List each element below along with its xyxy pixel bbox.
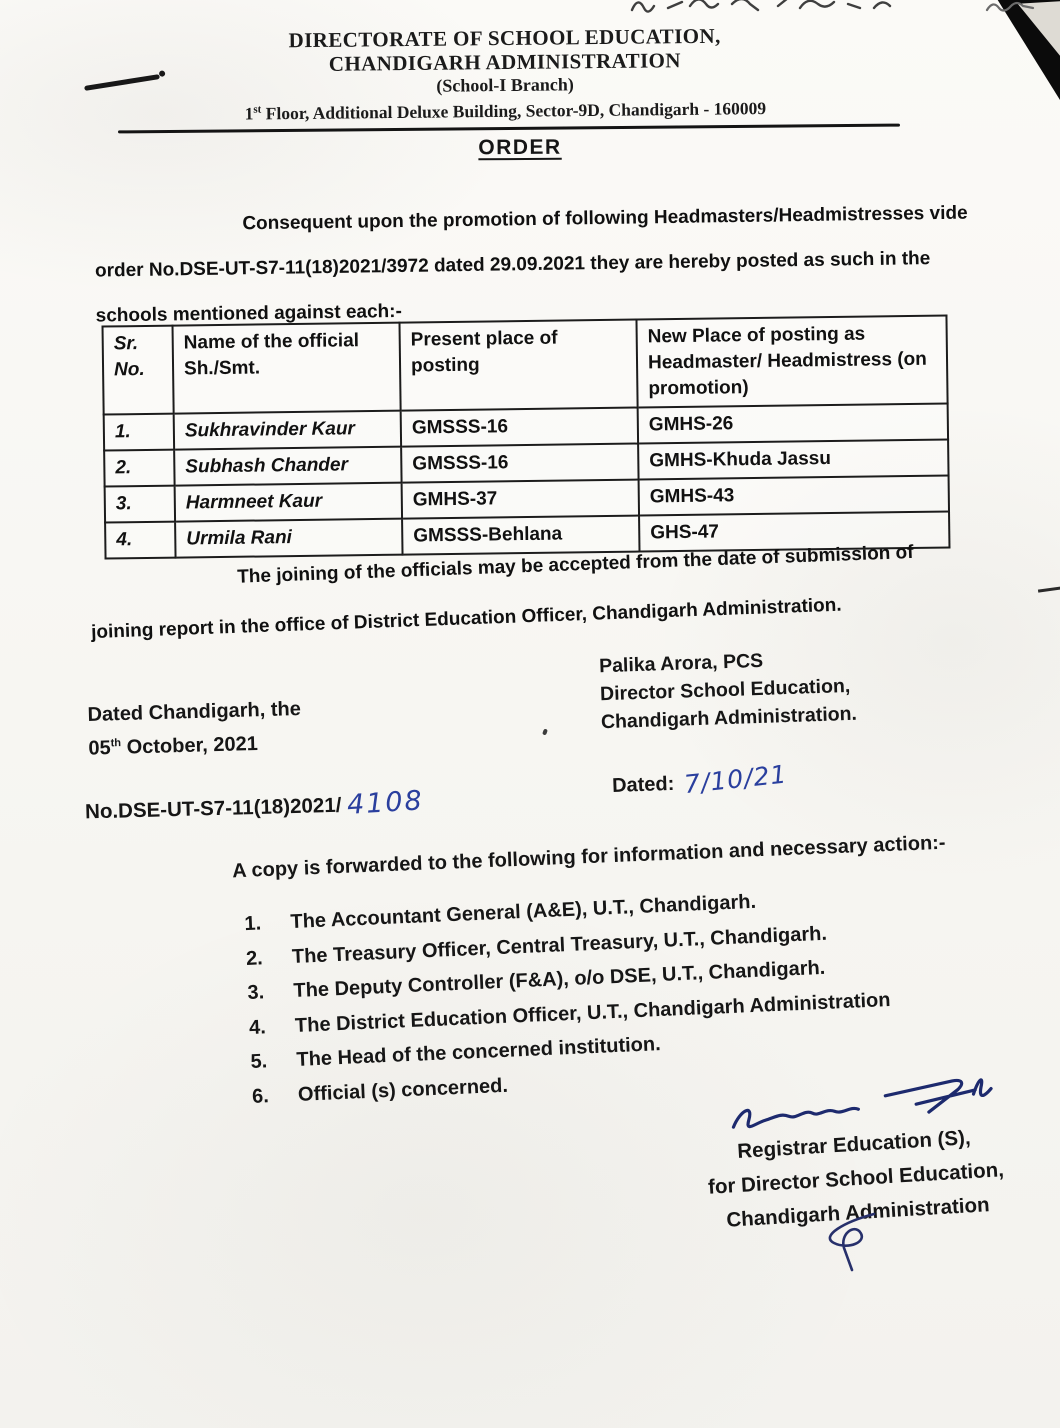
dispatch-date-line [611, 759, 789, 800]
cc-text: The Treasury Officer, Central Treasury, U.T., Chandigarh. [291, 922, 828, 968]
header-official-name: Name of the official Sh./Smt. [173, 323, 401, 414]
address-number: 1 [244, 103, 254, 124]
dated-block [87, 695, 302, 764]
forwarding-note: A copy is forwarded to the following for information and necessary action:- [231, 831, 946, 883]
cell-present: GMSSS-16 [401, 408, 638, 447]
cell-new: GMHS-43 [639, 475, 949, 515]
registrar-for-line: for Director School Education, [707, 1158, 1005, 1199]
header-rule [118, 124, 900, 134]
letterhead-line2: CHANDIGARH ADMINISTRATION [328, 48, 682, 76]
cell-name: Sukhravinder Kaur [174, 411, 401, 450]
cc-text: The Deputy Controller (F&A), o/o DSE, U.T., Chandigarh. [293, 956, 826, 1003]
dated-ordinal: th [110, 737, 122, 750]
postings-table [102, 314, 951, 559]
address-text: Floor, Additional Deluxe Building, Sector-9D, Chandigarh - 160009 [261, 98, 767, 124]
registrar-title: Registrar Education (S), [736, 1126, 972, 1163]
joining-paragraph: The joining of the officials may be accepted from the date of submission of joining report in the office of District Education Officer, Chandigarh Administration. [90, 541, 914, 644]
cell-present: GMSSS-16 [401, 444, 638, 483]
letterhead-line1: DIRECTORATE OF SCHOOL EDUCATION, [288, 23, 721, 53]
signatory-title2: Chandigarh Administration. [600, 702, 858, 734]
cell-new: GMHS-26 [638, 403, 948, 443]
cell-sr: 3. [105, 486, 175, 523]
address-ordinal: st [253, 103, 262, 116]
cc-number: 4. [248, 1015, 267, 1039]
cc-text: The Accountant General (A&E), U.T., Chandigarh. [290, 890, 757, 934]
cell-present: GMHS-37 [402, 480, 639, 519]
header-sr-no: Sr. No. [103, 326, 174, 415]
cell-name: Urmila Rani [175, 519, 402, 558]
signatory-name: Palika Arora, PCS [598, 649, 764, 678]
cell-sr: 1. [104, 414, 174, 451]
cell-sr: 2. [104, 450, 174, 487]
cell-new: GMHS-Khuda Jassu [638, 439, 948, 479]
letterhead [80, 22, 931, 127]
cell-sr: 4. [105, 522, 175, 559]
intro-paragraph: Consequent upon the promotion of following Headmasters/Headmistresses vide order No.DSE-UT-S7-11(18)2021/3972 dated 29.09.2021 they are hereby posted as such in the schools mentioned against each:- [94, 202, 968, 327]
cc-number: 1. [244, 912, 262, 936]
reference-number-handwritten: 4108 [346, 785, 425, 821]
cc-text: The District Education Officer, U.T., Chandigarh Administration [294, 988, 891, 1037]
signatory-title1: Director School Education, [599, 674, 851, 706]
cell-present: GMSSS-Behlana [402, 516, 639, 555]
stray-ink-dot [542, 728, 548, 735]
dated-month-year: October, 2021 [120, 732, 259, 759]
signatory-block [599, 644, 858, 736]
reference-number-printed: No.DSE-UT-S7-11(18)2021/ [84, 793, 342, 824]
signature-flourish [808, 1210, 900, 1272]
dated-line2 [88, 724, 302, 764]
letterhead-branch: (School-I Branch) [436, 74, 574, 96]
postings-table-wrapper [102, 314, 951, 559]
cc-number: 2. [245, 946, 264, 970]
dated-day: 05 [88, 737, 112, 760]
cc-number: 5. [250, 1050, 268, 1073]
reference-number-line [85, 786, 425, 826]
dated-line1: Dated Chandigarh, the [87, 698, 302, 726]
table-header-row [103, 315, 948, 414]
header-new-posting: New Place of posting as Headmaster/ Headmistress (on promotion) [636, 315, 947, 407]
registrar-admin-line: Chandigarh Administration [725, 1193, 991, 1232]
cutoff-handwriting-scribble [628, 0, 928, 16]
cell-new: GHS-47 [639, 511, 949, 551]
cc-text: Official (s) concerned. [297, 1074, 509, 1106]
order-heading: ORDER [478, 135, 562, 160]
cell-name: Harmneet Kaur [175, 483, 402, 522]
header-present-posting: Present place of posting [399, 320, 637, 411]
cutoff-handwriting-scribble-right [984, 0, 1038, 14]
cc-text: The Head of the concerned institution. [296, 1033, 662, 1071]
cc-number: 6. [251, 1084, 270, 1108]
dispatch-date-handwritten: 7/10/21 [682, 759, 789, 800]
edge-dash-mark [1038, 586, 1060, 592]
cell-name: Subhash Chander [174, 447, 401, 486]
cc-list [244, 879, 894, 1114]
dispatch-date-label: Dated: [611, 772, 675, 798]
cc-number: 3. [247, 981, 265, 1005]
